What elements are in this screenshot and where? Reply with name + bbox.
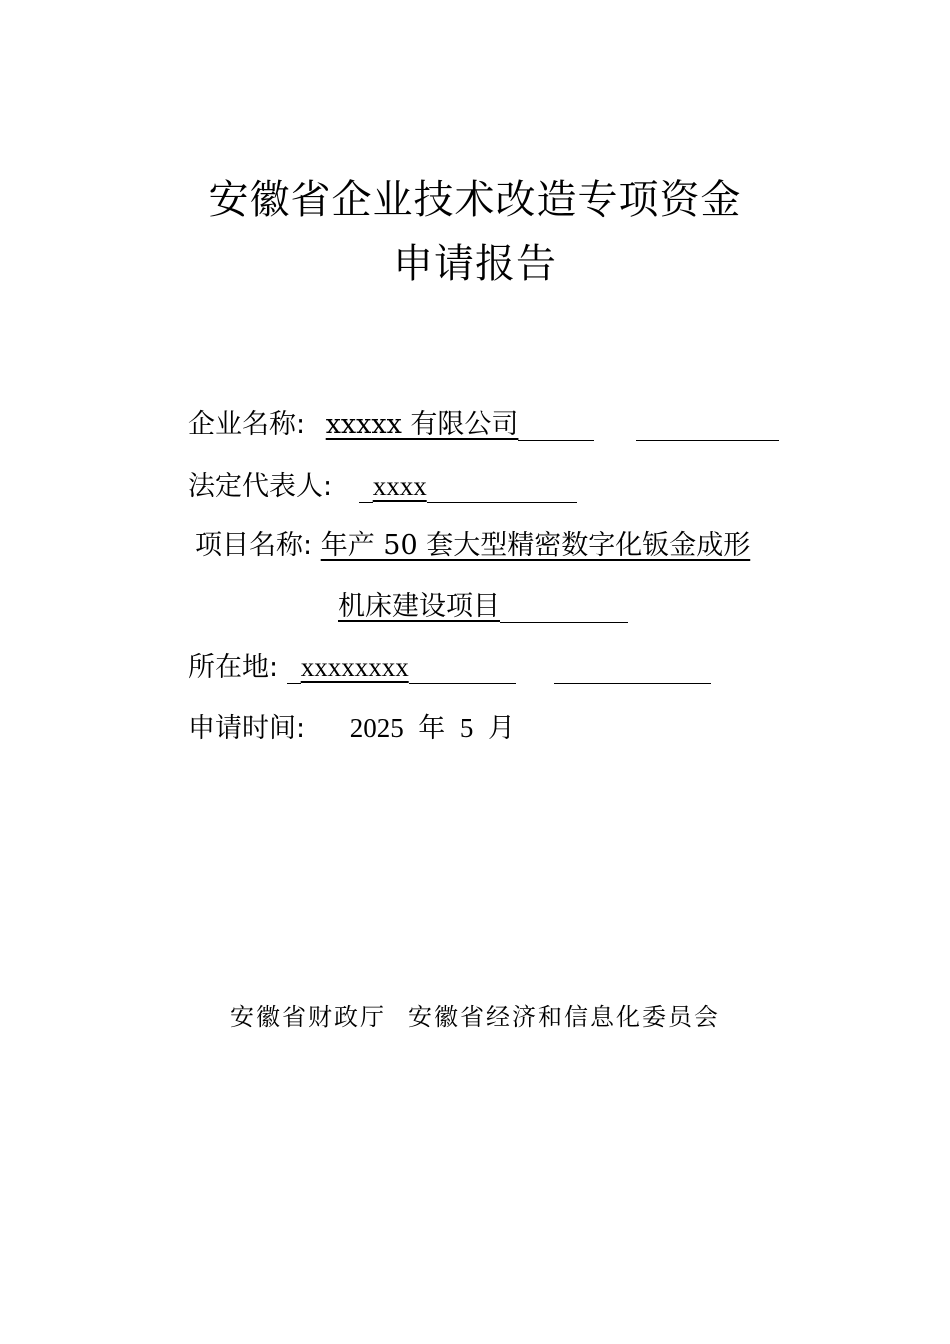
project-field-continuation (338, 591, 628, 623)
project-blank-tail (500, 594, 628, 623)
date-label: 申请时间: (188, 713, 306, 744)
legal-rep-value: xxxx (372, 471, 427, 501)
date-field (188, 712, 515, 745)
project-value-line-1: 年产 50 套大型精密数字化钣金成形 (320, 530, 751, 561)
company-field (188, 409, 779, 441)
location-label: 所在地: (188, 652, 279, 683)
company-label: 企业名称: (188, 409, 306, 440)
document-title-line-1: 安徽省企业技术改造专项资金 (208, 177, 742, 223)
date-year: 2025 (349, 713, 404, 743)
location-value: xxxxxxxx (300, 652, 409, 682)
date-month-unit: 月 (487, 713, 515, 744)
project-value-line-2: 机床建设项目 (338, 591, 500, 622)
location-blank-lead (287, 655, 301, 684)
location-blank-tail (409, 655, 516, 684)
document-title-line-2: 申请报告 (393, 241, 557, 287)
company-value: xxxxx 有限公司 (325, 409, 519, 440)
issuing-authorities (0, 1002, 950, 1032)
location-field (188, 651, 711, 684)
company-blank-1 (518, 412, 594, 441)
location-blank-2 (554, 655, 711, 684)
issuer-economy-commission: 安徽省经济和信息化委员会 (408, 1003, 720, 1031)
legal-rep-field (188, 470, 577, 503)
legal-rep-blank-tail (427, 474, 577, 503)
date-month: 5 (459, 713, 474, 743)
issuer-finance-department: 安徽省财政厅 (230, 1003, 386, 1031)
legal-rep-label: 法定代表人: (188, 471, 333, 502)
project-field (195, 530, 750, 562)
company-blank-2 (636, 412, 779, 441)
legal-rep-blank-lead (359, 474, 373, 503)
date-year-unit: 年 (418, 713, 446, 744)
project-label: 项目名称: (195, 530, 313, 561)
